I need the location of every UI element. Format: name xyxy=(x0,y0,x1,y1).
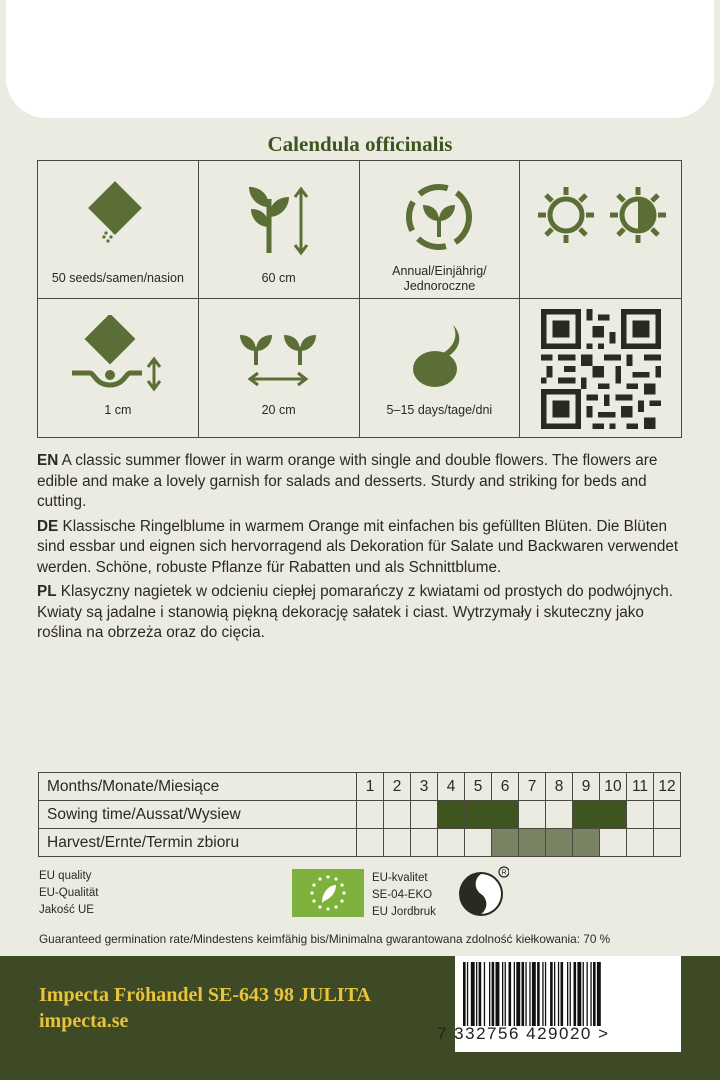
species-title: Calendula officinalis xyxy=(267,132,453,156)
barcode-bar xyxy=(492,962,495,1026)
barcode-bar xyxy=(597,962,601,1026)
lifecycle-caption: Annual/Einjährig/ xyxy=(392,264,487,278)
description-pl xyxy=(37,582,687,644)
barcode-bar xyxy=(537,962,540,1026)
month-1: 1 xyxy=(357,773,384,801)
calendar-header-row xyxy=(39,773,681,801)
month-12: 12 xyxy=(654,773,681,801)
harvest-month-9 xyxy=(573,829,600,857)
description-de xyxy=(37,517,687,579)
height-caption: 60 cm xyxy=(261,271,296,285)
sowing-month-12 xyxy=(654,801,681,829)
barcode-bar xyxy=(484,962,485,1026)
sowing-month-2 xyxy=(384,801,411,829)
harvest-row xyxy=(39,829,681,857)
sowing-row xyxy=(39,801,681,829)
sowing-month-8 xyxy=(546,801,573,829)
spacing-caption: 20 cm xyxy=(261,403,296,417)
barcode-bar xyxy=(574,962,577,1026)
barcode-bar xyxy=(514,962,515,1026)
description-en-text: A classic summer flower in warm orange with single and double flowers. The flowers are edible and make a lovely garnish for salads and desserts. Sturdy and striking for beds and cutting. xyxy=(37,452,658,510)
barcode-bar xyxy=(577,962,581,1026)
seed-packet-icon xyxy=(78,177,158,257)
eu-organic-text xyxy=(372,870,436,921)
months-label: Months/Monate/Miesiące xyxy=(39,773,357,801)
cell-spacing xyxy=(199,299,360,437)
barcode-bar xyxy=(496,962,500,1026)
barcode-bar xyxy=(522,962,525,1026)
eu-quality-en: EU quality xyxy=(39,870,92,882)
description-pl-text: Klasyczny nagietek w odcieniu ciepłej pomarańczy z kwiatami od prostych do podwójnych. Kwiaty są jadalne i stanowią piękną dekorację sałatek i ciast. Wytrzymały i skuteczny jako roślina na obrzeża oraz do cięcia. xyxy=(37,583,673,641)
sowing-calendar xyxy=(38,772,681,857)
barcode-digits: 7 332756 429020 > xyxy=(437,1024,610,1043)
cell-germination xyxy=(360,299,521,437)
barcode-bar xyxy=(550,962,553,1026)
barcode-bar xyxy=(570,962,571,1026)
barcode-bar xyxy=(583,962,584,1026)
sowing-month-4 xyxy=(438,801,465,829)
barcode-bar xyxy=(525,962,526,1026)
cell-lifecycle xyxy=(360,161,521,299)
harvest-month-4 xyxy=(438,829,465,857)
barcode-bar xyxy=(590,962,591,1026)
lang-code-de: DE xyxy=(37,517,59,535)
plant-height-icon xyxy=(239,177,319,257)
company-address: Impecta Fröhandel SE-643 98 JULITA xyxy=(39,984,371,1006)
eu-quality-pl: Jakość UE xyxy=(39,904,94,916)
icon-grid xyxy=(37,160,682,438)
qr-code-icon[interactable] xyxy=(541,309,661,429)
eu-organic-line-1: EU-kvalitet xyxy=(372,872,428,884)
barcode-bar xyxy=(558,962,559,1026)
barcode-bar xyxy=(542,962,543,1026)
barcode-bar xyxy=(489,962,490,1026)
barcode-bar xyxy=(554,962,555,1026)
harvest-month-11 xyxy=(627,829,654,857)
lang-code-pl: PL xyxy=(37,583,57,600)
eu-organic-leaf-icon xyxy=(292,869,364,917)
month-8: 8 xyxy=(546,773,573,801)
barcode-bar xyxy=(463,962,466,1026)
green-dot-recycle-icon xyxy=(457,866,509,918)
barcode-bar xyxy=(505,962,506,1026)
packet-top-cutout xyxy=(6,0,714,118)
barcode-bar xyxy=(516,962,520,1026)
month-6: 6 xyxy=(492,773,519,801)
barcode-bar xyxy=(587,962,588,1026)
barcode-bar xyxy=(532,962,536,1026)
depth-caption: 1 cm xyxy=(104,403,132,417)
barcode-bar xyxy=(476,962,477,1026)
seeds-caption: 50 seeds/samen/nasion xyxy=(51,271,184,285)
sowing-month-3 xyxy=(411,801,438,829)
barcode-bar xyxy=(509,962,512,1026)
eu-organic-code: SE-04-EKO xyxy=(372,889,433,901)
barcode-bar xyxy=(479,962,482,1026)
germination-sprout-icon xyxy=(399,315,479,395)
barcode-bar xyxy=(567,962,568,1026)
lang-code-en: EN xyxy=(37,452,59,469)
cell-sun xyxy=(520,161,681,299)
annual-cycle-icon xyxy=(399,177,479,257)
website-link[interactable]: impecta.se xyxy=(39,1010,129,1032)
harvest-label: Harvest/Ernte/Termin zbioru xyxy=(39,829,357,857)
month-9: 9 xyxy=(573,773,600,801)
germination-rate: Guaranteed germination rate/Mindestens keimfähig bis/Minimalna gwarantowana zdolność kiełkowania: 70 % xyxy=(39,932,611,946)
barcode-bars-icon xyxy=(461,962,687,1026)
month-3: 3 xyxy=(411,773,438,801)
cell-seeds xyxy=(38,161,199,299)
sowing-depth-icon xyxy=(68,315,168,395)
cell-depth xyxy=(38,299,199,437)
month-10: 10 xyxy=(600,773,627,801)
harvest-month-10 xyxy=(600,829,627,857)
barcode-bar xyxy=(467,962,468,1026)
sowing-label: Sowing time/Aussat/Wysiew xyxy=(39,801,357,829)
barcode-bar xyxy=(471,962,475,1026)
svg-text:R: R xyxy=(501,869,507,877)
month-2: 2 xyxy=(384,773,411,801)
month-11: 11 xyxy=(627,773,654,801)
description-de-text: Klassische Ringelblume in warmem Orange mit einfachen bis gefüllten Blüten. Die Blüten sind essbar und eignen sich hervorragend als Dekoration für Salate und Backwaren verwendet werden. Schöne, robuste Pflanze für Rabatten und als Schnittblume. xyxy=(37,517,679,576)
barcode-bar xyxy=(561,962,564,1026)
sowing-month-7 xyxy=(519,801,546,829)
sowing-month-11 xyxy=(627,801,654,829)
harvest-month-7 xyxy=(519,829,546,857)
sowing-month-1 xyxy=(357,801,384,829)
barcode-bar xyxy=(545,962,546,1026)
germination-caption: 5–15 days/tage/dni xyxy=(386,403,493,417)
description xyxy=(37,451,687,648)
eu-quality-text xyxy=(39,868,98,919)
harvest-month-1 xyxy=(357,829,384,857)
harvest-month-8 xyxy=(546,829,573,857)
description-en xyxy=(37,451,687,513)
cell-qr xyxy=(520,299,681,437)
barcode-bar xyxy=(529,962,530,1026)
sowing-month-9 xyxy=(573,801,600,829)
cell-height xyxy=(199,161,360,299)
harvest-month-3 xyxy=(411,829,438,857)
sowing-month-6 xyxy=(492,801,519,829)
harvest-month-12 xyxy=(654,829,681,857)
sowing-month-10 xyxy=(600,801,627,829)
month-7: 7 xyxy=(519,773,546,801)
harvest-month-6 xyxy=(492,829,519,857)
lifecycle-caption-2: Jednoroczne xyxy=(403,279,476,293)
sowing-month-5 xyxy=(465,801,492,829)
sun-exposure-icon xyxy=(526,177,676,257)
barcode-bar xyxy=(502,962,503,1026)
eu-quality-de: EU-Qualität xyxy=(39,887,99,899)
harvest-month-2 xyxy=(384,829,411,857)
plant-spacing-icon xyxy=(234,315,324,395)
eu-organic-line-3: EU Jordbruk xyxy=(372,906,436,918)
month-4: 4 xyxy=(438,773,465,801)
barcode-bar xyxy=(593,962,596,1026)
month-5: 5 xyxy=(465,773,492,801)
harvest-month-5 xyxy=(465,829,492,857)
